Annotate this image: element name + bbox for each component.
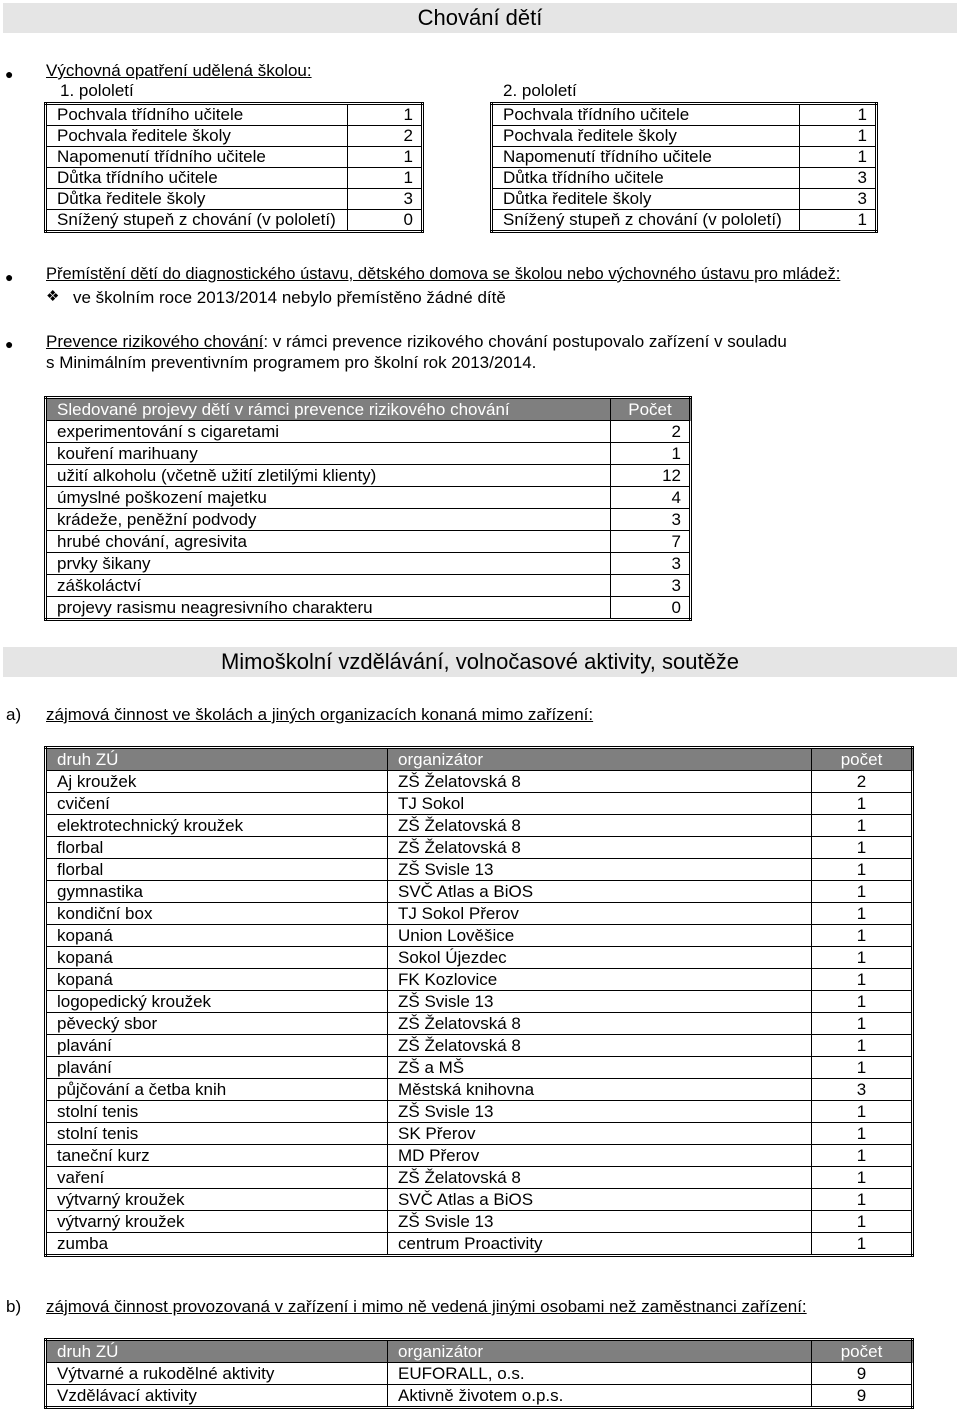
- activity-count: 1: [812, 1211, 913, 1233]
- measure-count: 1: [347, 147, 422, 168]
- table-row: [46, 815, 913, 837]
- table-row: [46, 859, 913, 881]
- table-row: [492, 147, 877, 168]
- measure-count: 3: [800, 168, 877, 189]
- activity-type: půjčování a četba knih: [46, 1079, 388, 1101]
- activity-count: 1: [812, 793, 913, 815]
- activity-count: 1: [812, 1233, 913, 1256]
- table-row: [46, 1079, 913, 1101]
- table-row: [46, 147, 423, 168]
- measure-name: Důtka třídního učitele: [46, 168, 348, 189]
- activity-organizer: ZŠ Želatovská 8: [388, 815, 812, 837]
- table-row: [46, 1189, 913, 1211]
- activity-type: stolní tenis: [46, 1123, 388, 1145]
- activity-organizer: ZŠ Svisle 13: [388, 1101, 812, 1123]
- activity-count: 1: [812, 947, 913, 969]
- table-row: [46, 509, 691, 531]
- table-header-row: [46, 398, 691, 421]
- behavior-name: záškoláctví: [46, 575, 611, 597]
- activity-organizer: MD Přerov: [388, 1145, 812, 1167]
- activity-count: 1: [812, 815, 913, 837]
- section-heading-activities: Mimoškolní vzdělávání, volnočasové aktivity, soutěže: [3, 647, 957, 677]
- activity-organizer: ZŠ Želatovská 8: [388, 1167, 812, 1189]
- behavior-count: 0: [611, 597, 691, 620]
- table-row: [46, 575, 691, 597]
- activity-type: cvičení: [46, 793, 388, 815]
- activity-count: 1: [812, 859, 913, 881]
- activity-type: kopaná: [46, 969, 388, 991]
- behavior-count: 2: [611, 421, 691, 443]
- activity-organizer: TJ Sokol Přerov: [388, 903, 812, 925]
- behavior-name: prvky šikany: [46, 553, 611, 575]
- activity-organizer: Union Lověšice: [388, 925, 812, 947]
- table-row: [46, 210, 423, 232]
- activity-organizer: ZŠ a MŠ: [388, 1057, 812, 1079]
- activity-count: 1: [812, 1167, 913, 1189]
- activity-type: Výtvarné a rukodělné aktivity: [46, 1363, 388, 1385]
- activity-type: zumba: [46, 1233, 388, 1256]
- column-header: počet: [812, 1340, 913, 1363]
- behavior-count: 3: [611, 509, 691, 531]
- measure-name: Pochvala třídního učitele: [492, 104, 800, 126]
- activity-organizer: ZŠ Želatovská 8: [388, 1035, 812, 1057]
- behavior-name: úmyslné poškození majetku: [46, 487, 611, 509]
- measure-name: Napomenutí třídního učitele: [492, 147, 800, 168]
- activity-organizer: SVČ Atlas a BiOS: [388, 1189, 812, 1211]
- table-row: [46, 104, 423, 126]
- table-row: [46, 189, 423, 210]
- behavior-count: 1: [611, 443, 691, 465]
- table-row: [46, 1057, 913, 1079]
- activity-type: plavání: [46, 1035, 388, 1057]
- measure-name: Snížený stupeň z chování (v pololetí): [492, 210, 800, 232]
- activity-count: 3: [812, 1079, 913, 1101]
- table-row: [46, 947, 913, 969]
- table-row: [46, 465, 691, 487]
- measure-count: 1: [800, 126, 877, 147]
- table-row: [492, 168, 877, 189]
- prevention-text-2: s Minimálním preventivním programem pro školní rok 2013/2014.: [46, 353, 537, 372]
- activity-organizer: Aktivně životem o.p.s.: [388, 1385, 812, 1408]
- activity-type: Vzdělávací aktivity: [46, 1385, 388, 1408]
- activity-type: Aj kroužek: [46, 771, 388, 793]
- section-a-marker: a): [6, 705, 22, 724]
- activity-type: kopaná: [46, 925, 388, 947]
- behavior-count: 4: [611, 487, 691, 509]
- activity-organizer: ZŠ Želatovská 8: [388, 1013, 812, 1035]
- semester-2-table: [490, 102, 878, 233]
- activity-count: 1: [812, 881, 913, 903]
- measure-name: Snížený stupeň z chování (v pololetí): [46, 210, 348, 232]
- column-header: druh ZÚ: [46, 1340, 388, 1363]
- table-row: [46, 443, 691, 465]
- column-header: organizátor: [388, 1340, 812, 1363]
- activity-type: stolní tenis: [46, 1101, 388, 1123]
- table-row: [46, 1013, 913, 1035]
- measure-name: Pochvala ředitele školy: [46, 126, 348, 147]
- table-row: [46, 1035, 913, 1057]
- activity-organizer: ZŠ Želatovská 8: [388, 771, 812, 793]
- table-row: [46, 126, 423, 147]
- prevention-paragraph: [46, 331, 954, 373]
- activity-count: 9: [812, 1363, 913, 1385]
- transfer-title: Přemístění dětí do diagnostického ústavu, dětského domova se školou nebo výchovného ústavu pro mládež:: [46, 265, 841, 283]
- measure-name: Důtka ředitele školy: [492, 189, 800, 210]
- measure-name: Důtka třídního učitele: [492, 168, 800, 189]
- risk-behavior-table: [44, 396, 692, 621]
- table-row: [492, 189, 877, 210]
- activity-organizer: ZŠ Svisle 13: [388, 859, 812, 881]
- table-row: [46, 969, 913, 991]
- measure-count: 3: [800, 189, 877, 210]
- table-row: [46, 168, 423, 189]
- activity-count: 1: [812, 1101, 913, 1123]
- table-row: [46, 421, 691, 443]
- activity-organizer: TJ Sokol: [388, 793, 812, 815]
- bullet-icon: ●: [5, 336, 14, 352]
- measure-count: 2: [347, 126, 422, 147]
- activities-table-a: [44, 746, 914, 1257]
- behavior-name: krádeže, peněžní podvody: [46, 509, 611, 531]
- behavior-name: experimentování s cigaretami: [46, 421, 611, 443]
- table-row: [46, 531, 691, 553]
- section-heading-behavior: Chování dětí: [3, 3, 957, 33]
- activity-type: elektrotechnický kroužek: [46, 815, 388, 837]
- table-row: [46, 991, 913, 1013]
- table-row: [46, 1145, 913, 1167]
- measure-count: 0: [347, 210, 422, 232]
- activity-type: kondiční box: [46, 903, 388, 925]
- activity-type: logopedický kroužek: [46, 991, 388, 1013]
- measure-name: Napomenutí třídního učitele: [46, 147, 348, 168]
- activity-count: 1: [812, 1145, 913, 1167]
- activity-type: vaření: [46, 1167, 388, 1189]
- activity-count: 2: [812, 771, 913, 793]
- activity-count: 1: [812, 1123, 913, 1145]
- activity-organizer: FK Kozlovice: [388, 969, 812, 991]
- table-row: [46, 553, 691, 575]
- activity-organizer: ZŠ Želatovská 8: [388, 837, 812, 859]
- table-row: [492, 104, 877, 126]
- table-row: [46, 1363, 913, 1385]
- activity-type: florbal: [46, 859, 388, 881]
- measure-count: 1: [800, 147, 877, 168]
- measure-name: Pochvala ředitele školy: [492, 126, 800, 147]
- column-header: Sledované projevy dětí v rámci prevence rizikového chování: [46, 398, 611, 421]
- section-a-title: zájmová činnost ve školách a jiných organizacích konaná mimo zařízení:: [46, 705, 594, 724]
- activity-type: plavání: [46, 1057, 388, 1079]
- activity-organizer: Městská knihovna: [388, 1079, 812, 1101]
- activity-count: 1: [812, 1035, 913, 1057]
- semester-1-label: 1. pololetí: [60, 81, 134, 100]
- table-row: [492, 126, 877, 147]
- section-b-title: zájmová činnost provozovaná v zařízení i mimo ně vedená jinými osobami než zaměstnanci zařízení:: [46, 1297, 807, 1316]
- behavior-count: 3: [611, 575, 691, 597]
- transfer-item: ve školním roce 2013/2014 nebylo přemístěno žádné dítě: [73, 288, 506, 307]
- activity-count: 1: [812, 1189, 913, 1211]
- semester-2-label: 2. pololetí: [503, 81, 577, 100]
- diamond-bullet-icon: ❖: [46, 288, 60, 305]
- table-row: [46, 903, 913, 925]
- activity-organizer: ZŠ Svisle 13: [388, 1211, 812, 1233]
- column-header: počet: [812, 748, 913, 771]
- table-header-row: [46, 748, 913, 771]
- activity-count: 1: [812, 903, 913, 925]
- behavior-count: 3: [611, 553, 691, 575]
- activity-count: 1: [812, 1013, 913, 1035]
- activity-type: gymnastika: [46, 881, 388, 903]
- activities-table-b: [44, 1338, 914, 1409]
- activity-type: florbal: [46, 837, 388, 859]
- column-header: druh ZÚ: [46, 748, 388, 771]
- measures-intro: Výchovná opatření udělená školou:: [46, 61, 312, 80]
- table-row: [46, 1233, 913, 1256]
- activity-organizer: centrum Proactivity: [388, 1233, 812, 1256]
- behavior-name: projevy rasismu neagresivního charakteru: [46, 597, 611, 620]
- activity-count: 1: [812, 837, 913, 859]
- table-row: [46, 1167, 913, 1189]
- table-row: [46, 925, 913, 947]
- behavior-count: 12: [611, 465, 691, 487]
- activity-type: kopaná: [46, 947, 388, 969]
- table-header-row: [46, 1340, 913, 1363]
- activity-count: 9: [812, 1385, 913, 1408]
- table-row: [46, 793, 913, 815]
- measure-count: 1: [347, 104, 422, 126]
- table-row: [46, 837, 913, 859]
- activity-type: výtvarný kroužek: [46, 1211, 388, 1233]
- behavior-count: 7: [611, 531, 691, 553]
- bullet-icon: ●: [5, 66, 14, 82]
- behavior-name: kouření marihuany: [46, 443, 611, 465]
- activity-count: 1: [812, 991, 913, 1013]
- prevention-text-1: : v rámci prevence rizikového chování postupovalo zařízení v souladu: [263, 332, 787, 351]
- activity-count: 1: [812, 969, 913, 991]
- bullet-icon: ●: [5, 269, 14, 285]
- table-row: [46, 1211, 913, 1233]
- activity-type: taneční kurz: [46, 1145, 388, 1167]
- measure-count: 1: [800, 104, 877, 126]
- measure-count: 1: [347, 168, 422, 189]
- table-row: [46, 597, 691, 620]
- activity-count: 1: [812, 925, 913, 947]
- table-row: [46, 881, 913, 903]
- column-header: organizátor: [388, 748, 812, 771]
- section-b-marker: b): [6, 1297, 22, 1316]
- behavior-name: užití alkoholu (včetně užití zletilými klienty): [46, 465, 611, 487]
- activity-organizer: SK Přerov: [388, 1123, 812, 1145]
- table-row: [46, 1101, 913, 1123]
- activity-organizer: EUFORALL, o.s.: [388, 1363, 812, 1385]
- table-row: [46, 771, 913, 793]
- activity-type: pěvecký sbor: [46, 1013, 388, 1035]
- behavior-name: hrubé chování, agresivita: [46, 531, 611, 553]
- measure-count: 1: [800, 210, 877, 232]
- measure-name: Pochvala třídního učitele: [46, 104, 348, 126]
- table-row: [46, 487, 691, 509]
- table-row: [46, 1123, 913, 1145]
- activity-organizer: ZŠ Svisle 13: [388, 991, 812, 1013]
- activity-organizer: Sokol Újezdec: [388, 947, 812, 969]
- measure-name: Důtka ředitele školy: [46, 189, 348, 210]
- activity-type: výtvarný kroužek: [46, 1189, 388, 1211]
- semester-1-table: [44, 102, 424, 233]
- table-row: [492, 210, 877, 232]
- prevention-label: Prevence rizikového chování: [46, 332, 264, 351]
- column-header: Počet: [611, 398, 691, 421]
- measure-count: 3: [347, 189, 422, 210]
- table-row: [46, 1385, 913, 1408]
- activity-count: 1: [812, 1057, 913, 1079]
- activity-organizer: SVČ Atlas a BiOS: [388, 881, 812, 903]
